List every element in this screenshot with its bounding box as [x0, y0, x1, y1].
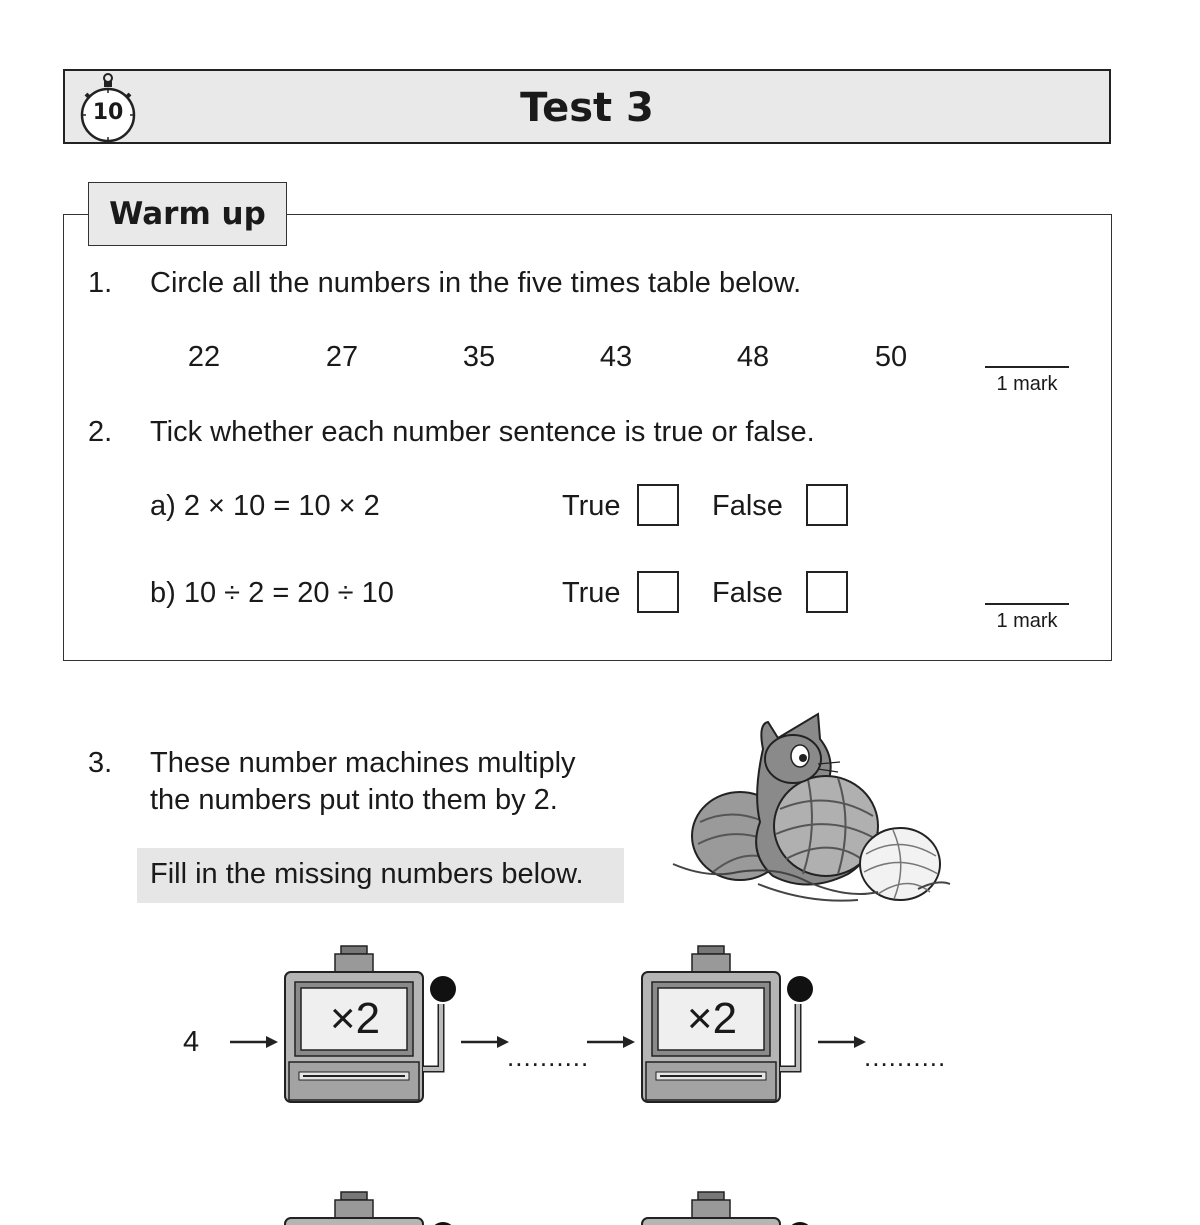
q2a-true-checkbox[interactable]: [637, 484, 679, 526]
q2b-true-checkbox[interactable]: [637, 571, 679, 613]
q2-text: Tick whether each number sentence is true or false.: [150, 416, 815, 448]
q1-number-option[interactable]: 27: [325, 341, 359, 373]
q1-mark: 1 mark: [996, 373, 1058, 395]
q2a-false-label: False: [712, 490, 783, 522]
number-machine: [640, 1190, 820, 1225]
answer-blank[interactable]: ..........: [507, 1042, 590, 1072]
machine-label: ×2: [329, 994, 381, 1043]
warm-up-label: Warm up: [88, 182, 287, 246]
q3-line1: These number machines multiply: [150, 747, 576, 779]
number-machine: [283, 1190, 463, 1225]
arrow-right-icon: [585, 1032, 637, 1052]
q2b-false-label: False: [712, 577, 783, 609]
q1-text: Circle all the numbers in the five times table below.: [150, 267, 802, 299]
q2-mark-line: [985, 603, 1069, 605]
q1-number-option[interactable]: 43: [599, 341, 633, 373]
page-title: Test 3: [520, 85, 654, 131]
q2b-false-checkbox[interactable]: [806, 571, 848, 613]
arrow-right-icon: [228, 1032, 280, 1052]
arrow-right-icon: [816, 1032, 868, 1052]
q1-number: 1.: [88, 267, 113, 299]
q1-mark-line: [985, 366, 1069, 368]
q1-number-option[interactable]: 50: [874, 341, 908, 373]
q2-number: 2.: [88, 416, 113, 448]
q2a-sentence: a) 2 × 10 = 10 × 2: [150, 490, 380, 522]
q3-instruction: Fill in the missing numbers below.: [150, 858, 584, 890]
q1-number-option[interactable]: 22: [187, 341, 221, 373]
q3-number: 3.: [88, 747, 113, 779]
q2b-sentence: b) 10 ÷ 2 = 20 ÷ 10: [150, 577, 394, 609]
q2a-true-label: True: [562, 490, 621, 522]
q2b-true-label: True: [562, 577, 621, 609]
answer-blank[interactable]: ..........: [864, 1042, 947, 1072]
q3-line2: the numbers put into them by 2.: [150, 784, 558, 816]
q1-number-option[interactable]: 35: [462, 341, 496, 373]
title-bar: [63, 69, 1111, 144]
q2-mark: 1 mark: [996, 610, 1058, 632]
machine-label: ×2: [686, 994, 738, 1043]
arrow-right-icon: [459, 1032, 511, 1052]
q1-number-option[interactable]: 48: [736, 341, 770, 373]
q2a-false-checkbox[interactable]: [806, 484, 848, 526]
machine-input-value: 4: [183, 1026, 200, 1058]
cat-with-yarn-illustration: [668, 704, 953, 909]
timer-minutes: 10: [92, 100, 124, 125]
